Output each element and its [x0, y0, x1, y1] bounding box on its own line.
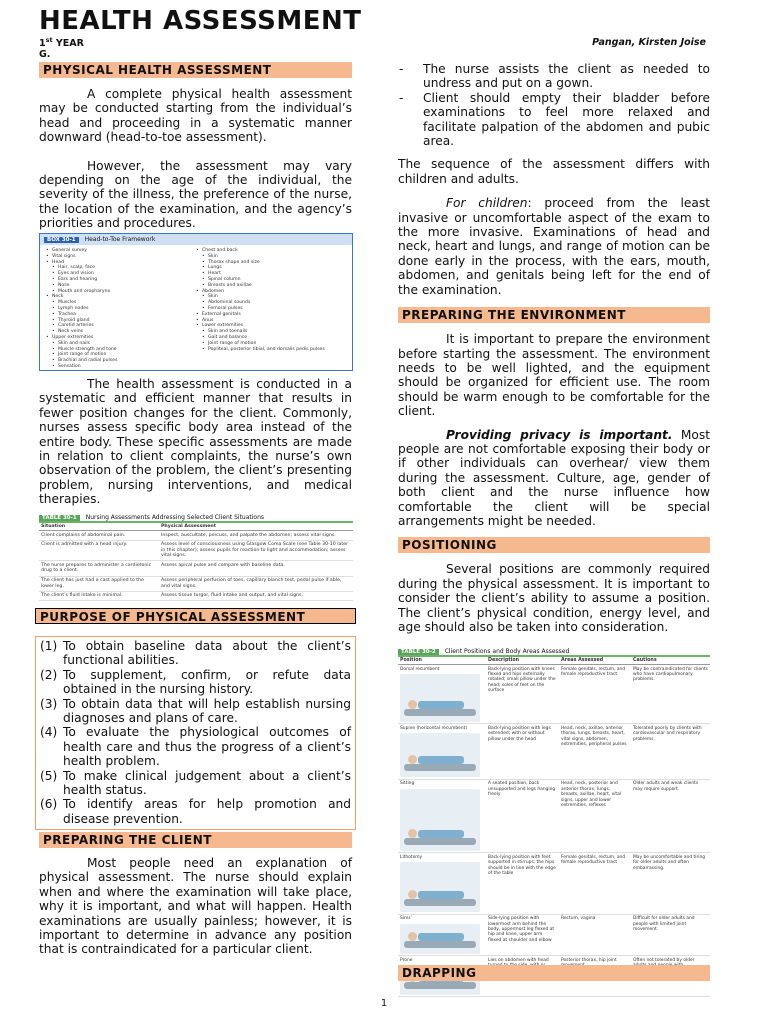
- positions-cell: [559, 914, 631, 955]
- table-row: [39, 576, 353, 591]
- box-list-item: • Thorax shape and size: [196, 260, 346, 266]
- box-list-item: • Joint range of motion: [196, 341, 346, 347]
- table-client-positions: [398, 648, 710, 963]
- positions-cell-text: Sitting: [400, 781, 415, 787]
- position-illustration: [400, 789, 480, 851]
- table-cell: Assess peripheral perfusion of toes, capillary blanch test, pedal pulse if able, and vital signs.: [159, 576, 353, 591]
- positions-cell: [486, 853, 559, 914]
- positions-cell: [559, 853, 631, 914]
- positions-cell-text: Head, neck, posterior and anterior thorax, lungs, breasts, axillae, heart, vital signs, upper and lower extremities, reflexes: [561, 781, 622, 808]
- positions-cell-text: Back-lying position with legs extended; with or without pillow under the head: [488, 725, 551, 742]
- children-text: : proceed from the least invasive or uncomfortable aspect of the exam to the more invasive. Examinations of head and neck, heart and lungs, and range of motion can be done early in the process, with the ears, mouth, abdomen, and genitals being left for the end of the examination.: [398, 196, 710, 297]
- box-list-item: • Upper extremities: [46, 335, 196, 341]
- year-number: 1: [39, 38, 46, 50]
- box-list-item: • Gait and balance: [196, 335, 346, 341]
- table-cell: Assess level of consciousness using Glasgow Coma Scale (see Table 30-10 later in this chapter); assess pupils for reaction to light and accommodation; assess vital signs.: [159, 540, 353, 561]
- positions-table-row: [398, 914, 710, 955]
- positions-cell: [398, 914, 486, 955]
- box-list-item: • Hair, scalp, face: [46, 265, 196, 271]
- box-list-item: • Nose: [46, 283, 196, 289]
- box-list-right: [196, 248, 346, 370]
- box-list-item: • Anus: [196, 318, 346, 324]
- box-list-item: • Muscles: [46, 300, 196, 306]
- box-list-item: • External genitals: [196, 312, 346, 318]
- positions-cell-text: Back-lying position with feet supported in stirrups; the hips should be in line with the edge of the table: [488, 854, 556, 876]
- table-cell: The client’s fluid intake is minimal.: [39, 591, 159, 601]
- box-list-item: • Chest and back: [196, 248, 346, 254]
- privacy-label: Providing privacy is important.: [446, 427, 673, 442]
- box-list-item: • Brachial and radial pulses: [46, 358, 196, 364]
- positions-cell: [631, 665, 710, 724]
- positions-cell-text: Often not tolerated by older: [633, 957, 695, 963]
- positions-cell: [398, 853, 486, 914]
- positions-cell-text: Lies on abdomen with head: [488, 957, 549, 963]
- box-list-item: • Mouth and oropharynx: [46, 289, 196, 295]
- author-name: Pangan, Kirsten Joise: [592, 37, 706, 48]
- paragraph-environment: It is important to prepare the environment before starting the assessment. The environment needs to be well lighted, and the equipment should be organized for efficient use. The room should be warm enough to be comfortable for the client.: [398, 332, 710, 419]
- document-title: HEALTH ASSESSMENT: [39, 6, 362, 36]
- positions-cell-text: Side-lying position with lowermost arm behind the body, uppermost leg flexed at hip and knee, upper arm flexed at shoulder and elbow: [488, 916, 555, 943]
- box-list-item: • Neck: [46, 294, 196, 300]
- heading-drapping: DRAPPING: [398, 965, 710, 981]
- box-list-item: • Skin: [196, 294, 346, 300]
- box-list-item: • Skin and nails: [46, 341, 196, 347]
- box-list-item: • Neck veins: [46, 329, 196, 335]
- left-column-bottom: [35, 608, 356, 830]
- box-list-item: • Skin and toenails: [196, 329, 346, 335]
- box-list-item: • Lungs: [196, 265, 346, 271]
- position-illustration: [400, 862, 480, 912]
- positions-cell: [631, 724, 710, 779]
- year-text: YEAR: [55, 38, 84, 50]
- table-cell: The nurse prepares to administer a cardiotonic drug to a client.: [39, 561, 159, 576]
- purpose-item: [40, 668, 351, 697]
- box-head-to-toe-framework: [39, 233, 353, 371]
- box-list-item: • Skin: [196, 254, 346, 260]
- positions-cell: [559, 724, 631, 779]
- box-list-item: • Muscle strength and tone: [46, 347, 196, 353]
- paragraph-privacy: [398, 428, 710, 529]
- table-header: [39, 514, 353, 523]
- table-column-header: Physical Assessment: [159, 523, 353, 531]
- purpose-number: (2): [40, 667, 58, 682]
- box-list-item: • Heart: [196, 271, 346, 277]
- positions-cell: [486, 665, 559, 724]
- positions-cell-text: Posterior thorax, hip joint: [561, 957, 617, 963]
- box-list-item: • Ears and hearing: [46, 277, 196, 283]
- positions-cell: [398, 665, 486, 724]
- box-list-item: • Head: [46, 260, 196, 266]
- position-illustration: [400, 733, 480, 777]
- paragraph-explanation: Most people need an explanation of physical assessment. The nurse should explain when and where the examination will take place, why it is important, and what will happen. Health examinations are usually painless; however, it is important to determine in advance any position that is contraindicated for a particular client.: [39, 856, 352, 957]
- left-column-client: [39, 832, 352, 971]
- bullet-dash: -: [399, 62, 404, 76]
- table-cell: Client complains of abdominal pain.: [39, 531, 159, 541]
- positions-cell: [559, 665, 631, 724]
- positions-table-row: [398, 853, 710, 914]
- positions-column-header: Cautions: [631, 657, 710, 665]
- positions-column-header: Description: [486, 657, 559, 665]
- table-cell: Assess apical pulse and compare with baseline data.: [159, 561, 353, 576]
- paragraph-systematic: The health assessment is conducted in a systematic and efficient manner that results in fewer position changes for the client. Commonly, nurses assess specific body area instead of the entire body. These specific assessments are made in relation to client complaints, the nurse’s own observation of the problem, the client’s presenting problem, nursing interventions, and medical therapies.: [39, 377, 352, 507]
- purpose-number: (5): [40, 768, 58, 783]
- heading-physical-health-assessment: PHYSICAL HEALTH ASSESSMENT: [39, 62, 352, 78]
- positions-cell: [631, 853, 710, 914]
- positions-cell: [486, 914, 559, 955]
- box-list-item: • Abdomen: [196, 289, 346, 295]
- position-illustration: [400, 674, 480, 722]
- year-suffix: st: [45, 36, 53, 44]
- purpose-text: To identify areas for help promotion and disease prevention.: [63, 797, 351, 826]
- positions-cell: [559, 779, 631, 852]
- purpose-text: To obtain baseline data about the client’s functional abilities.: [63, 639, 351, 668]
- box-list-item: • Sensation: [46, 364, 196, 370]
- table-cell: Client is admitted with a head injury.: [39, 540, 159, 561]
- bullet-text: Client should empty their bladder before examinations to feel more relaxed and facilitate palpation of the abdomen and pubic area.: [423, 90, 710, 149]
- positions-table-tag: TABLE 30-2: [398, 649, 439, 655]
- table-title: Nursing Assessments Addressing Selected Client Situations: [85, 514, 265, 521]
- box-list-item: • Abdominal sounds: [196, 300, 346, 306]
- box-list-item: • Carotid arteries: [46, 323, 196, 329]
- purpose-item: [40, 639, 351, 668]
- box-list-item: • Eyes and vision: [46, 271, 196, 277]
- positions-cell-text: A seated position, back unsupported and legs hanging freely: [488, 781, 556, 798]
- purpose-number: (6): [40, 797, 58, 812]
- heading-preparing-environment: PREPARING THE ENVIRONMENT: [398, 307, 710, 323]
- paragraph-assessment-varies: However, the assessment may vary depending on the age of the individual, the severity of the illness, the preference of the nurse, the location of the examination, and the agency’s priorities and procedures.: [39, 158, 352, 231]
- paragraph-positioning: Several positions are commonly required during the physical assessment. It is important to consider the client’s ability to assume a position. The client’s physical condition, energy level, and age should also be taken into consideration.: [398, 562, 710, 634]
- purpose-text: To make clinical judgement about a client’s health status.: [63, 768, 351, 798]
- positions-cell-text: Female genitals, rectum, and female reproductive tract: [561, 666, 626, 677]
- positions-cell-text: Older adults and weak clients may require support.: [633, 781, 699, 792]
- positions-cell-text: Supine (horizontal recumbent): [400, 725, 468, 731]
- box-list-item: • Femoral pulses: [196, 306, 346, 312]
- table-row: [39, 540, 353, 561]
- box-list-item: • Thyroid gland: [46, 318, 196, 324]
- position-illustration: [400, 924, 480, 954]
- page-number: 1: [380, 998, 388, 1009]
- positions-cell: [631, 914, 710, 955]
- positions-cell-text: Prone: [400, 957, 413, 963]
- purpose-item: [40, 725, 351, 768]
- heading-preparing-client: PREPARING THE CLIENT: [39, 832, 352, 848]
- positions-cell: [486, 724, 559, 779]
- positions-cell-text: Dorsal recumbent: [400, 666, 440, 672]
- positions-table-row: [398, 724, 710, 779]
- purpose-item: [40, 797, 351, 826]
- table-row: [39, 591, 353, 601]
- positions-table-header: [398, 648, 710, 657]
- right-column-bottom: [398, 965, 710, 981]
- box-header: [40, 234, 352, 245]
- table-row: [39, 531, 353, 541]
- bullet-text: The nurse assists the client as needed to undress and put on a gown.: [423, 62, 710, 91]
- positions-table-title: Client Positions and Body Areas Assessed: [444, 648, 570, 655]
- positions-cell: [486, 779, 559, 852]
- children-label: For children: [446, 196, 528, 211]
- positions-cell-text: Sims’: [400, 916, 412, 922]
- bullet-item: [398, 91, 710, 149]
- positions-column-header: Areas Assessed: [559, 657, 631, 665]
- purpose-item: [40, 769, 351, 798]
- positions-column-header: Position: [398, 657, 486, 665]
- purpose-number: (1): [40, 639, 58, 653]
- bullet-item: [398, 62, 710, 91]
- box-title: Head-to-Toe Framework: [84, 236, 156, 243]
- purpose-text: To evaluate the physiological outcomes of health care and thus the progress of a client’s health problem.: [63, 725, 351, 769]
- paragraph-complete-assessment: A complete physical health assessment may be conducted starting from the individual’s head and proceeding in a systematic manner downward (head-to-toe assessment).: [39, 87, 352, 145]
- table-cell: Assess tissue turgor, fluid intake and output, and vital signs.: [159, 591, 353, 601]
- positions-cell: [398, 779, 486, 852]
- positions-cell-text: Tolerated poorly by clients with cardiovascular and respiratory problems.: [633, 725, 702, 742]
- box-list-left: [46, 248, 196, 370]
- table-cell: The client has just had a cast applied to the lower leg.: [39, 576, 159, 591]
- positions-cell-text: Difficult for older adults and people with limited joint movement.: [633, 916, 695, 932]
- heading-positioning: POSITIONING: [398, 537, 710, 553]
- purpose-text: To obtain data that will help establish nursing diagnoses and plans of care.: [63, 696, 351, 726]
- positions-cell-text: Head, neck, axillae, anterior thorax, lungs, breasts, heart, vital signs, abdomen, extremities, peripheral pulses: [561, 725, 627, 748]
- table-cell: Inspect, auscultate, percuss, and palpate the abdomen; assess vital signs.: [159, 531, 353, 541]
- year-label: [39, 35, 84, 60]
- client-prep-bullets: [398, 62, 710, 148]
- positions-cell-text: May be uncomfortable and tiring for older adults and often embarrassing.: [633, 854, 706, 871]
- box-list-item: • Vital signs: [46, 254, 196, 260]
- table-column-header: Situation: [39, 523, 159, 531]
- box-list-item: • Joint range of motion: [46, 352, 196, 358]
- section-label: G.: [39, 49, 51, 61]
- box-list-item: • Lower extremities: [196, 323, 346, 329]
- box-list-item: • Breasts and axillae: [196, 283, 346, 289]
- heading-purpose: PURPOSE OF PHYSICAL ASSESSMENT: [35, 608, 356, 624]
- positions-table-row: [398, 665, 710, 724]
- positions-cell: [398, 724, 486, 779]
- purpose-number: (3): [40, 696, 58, 711]
- positions-cell: [631, 779, 710, 852]
- privacy-text: Most people are not comfortable exposing their body or if other individuals can overhear/ view them during the assessment. Culture, age, gender of both client and the nurse influence how comfortable the client will be special arrangements might be needed.: [398, 427, 710, 528]
- purpose-text: To supplement, confirm, or refute data obtained in the nursing history.: [63, 667, 351, 697]
- purpose-item: [40, 697, 351, 726]
- box-list-item: • Trachea: [46, 312, 196, 318]
- positions-cell-text: May be contraindicated for clients who have cardiopulmonary problems.: [633, 666, 708, 683]
- box-list-item: • Popliteal, posterior tibial, and dorsalis pedis pulses: [196, 347, 346, 353]
- table-tag: TABLE 30-1: [39, 515, 80, 521]
- table-row: [39, 561, 353, 576]
- purpose-list: [35, 636, 356, 830]
- box-list-item: • Lymph nodes: [46, 306, 196, 312]
- box-list-item: • General survey: [46, 248, 196, 254]
- left-column: [39, 62, 352, 231]
- positions-cell-text: Back-lying position with knees flexed and hips externally rotated; small pillow under the head; soles of feet on the surface: [488, 666, 556, 694]
- right-column: [398, 62, 710, 648]
- box-list-item: • Spinal column: [196, 277, 346, 283]
- positions-table-row: [398, 779, 710, 852]
- box-tag: BOX 30-1: [44, 237, 79, 243]
- positions-cell-text: Lithotomy: [400, 854, 423, 860]
- positions-cell-text: Female genitals, rectum, and female reproductive tract: [561, 854, 626, 866]
- table-nursing-assessments: [39, 514, 353, 600]
- paragraph-children: [398, 196, 710, 297]
- paragraph-sequence: The sequence of the assessment differs with children and adults.: [398, 157, 710, 186]
- positions-cell-text: Rectum, vagina: [561, 916, 596, 922]
- left-column-mid: [39, 377, 352, 521]
- purpose-number: (4): [40, 725, 58, 740]
- bullet-dash: -: [399, 90, 404, 105]
